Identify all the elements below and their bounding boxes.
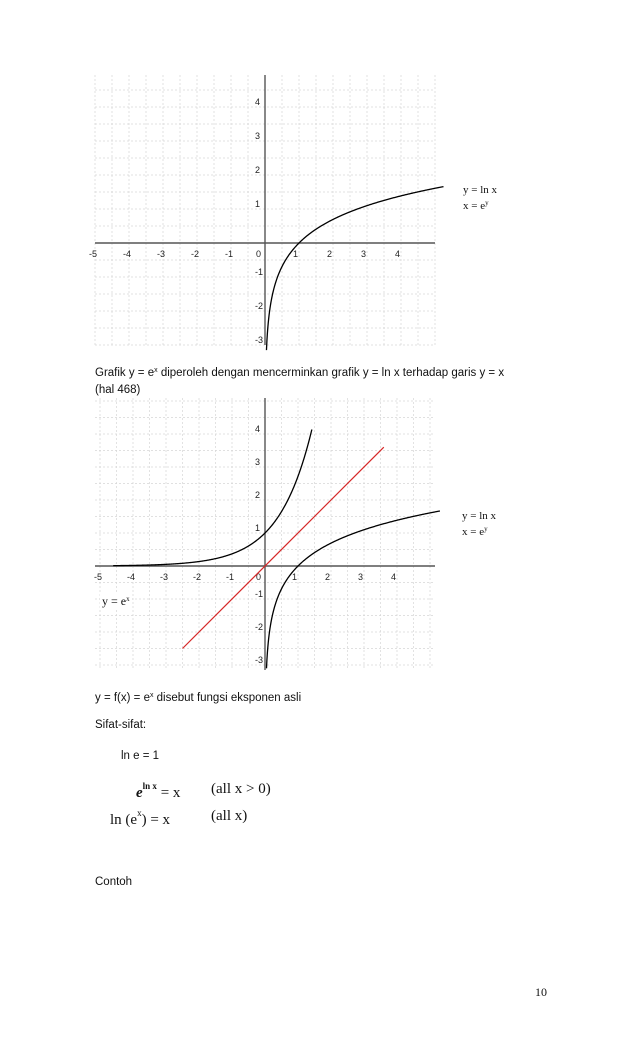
x-tick-label: 2 <box>327 249 333 259</box>
reflection-line1: Grafik $y = e^x$ diperoleh dengan mencerminkan grafik y = ln x terhadap garis y = x <box>95 367 505 379</box>
y-tick-label: 4 <box>255 424 261 434</box>
exp-curve <box>113 429 312 565</box>
property-ln-e: ln e = 1 <box>121 750 160 762</box>
x-tick-label: -5 <box>94 572 103 582</box>
x-tick-label: -3 <box>157 249 166 259</box>
y-tick-label: 1 <box>255 199 261 209</box>
ln-curve <box>266 187 443 350</box>
x-tick-label: 3 <box>361 249 367 259</box>
y-tick-labels <box>255 97 263 345</box>
x-tick-label: -4 <box>127 572 136 582</box>
property-eq2-condition: (all x) <box>211 808 248 824</box>
ln-label-line1: y = ln x <box>463 184 498 196</box>
y-tick-label: -2 <box>255 301 264 311</box>
reflection-graph <box>95 398 435 670</box>
y-tick-label: -1 <box>255 267 264 277</box>
ln-label-line1: y = ln x <box>462 510 497 522</box>
axes <box>95 398 435 670</box>
y-tick-label: 1 <box>255 523 261 533</box>
property-eq2: $\ln (e^x) = x$ <box>110 808 171 828</box>
property-eq1-condition: (all x > 0) <box>211 781 271 797</box>
x-tick-label: -5 <box>89 249 98 259</box>
reflection-line2: (hal 468) <box>95 384 141 396</box>
identity-line <box>183 447 384 648</box>
definition: $y = f(x) = e^x$ disebut fungsi eksponen asli <box>95 692 302 704</box>
y-tick-label: -3 <box>255 335 264 345</box>
x-tick-label: -3 <box>160 572 169 582</box>
example-heading: Contoh <box>95 876 133 888</box>
x-tick-label: 0 <box>256 249 262 259</box>
x-tick-label: 1 <box>292 572 298 582</box>
y-tick-label: 2 <box>255 490 261 500</box>
property-eq1: $e^{ln x} = x$ <box>136 781 181 801</box>
x-tick-label: 4 <box>395 249 401 259</box>
ln-label-line2: $x = e^y$ <box>462 525 488 538</box>
x-tick-label: -1 <box>226 572 235 582</box>
x-tick-labels <box>94 572 396 582</box>
x-tick-label: 4 <box>391 572 397 582</box>
x-tick-label: -2 <box>191 249 200 259</box>
y-tick-label: 2 <box>255 165 261 175</box>
x-tick-label: -2 <box>193 572 202 582</box>
y-tick-label: 4 <box>255 97 261 107</box>
ln-graph <box>89 75 435 345</box>
exp-label: $y = e^x$ <box>102 594 130 608</box>
graph2-ln-label <box>462 510 496 539</box>
y-tick-label: 3 <box>255 131 261 141</box>
x-tick-label: -1 <box>225 249 234 259</box>
x-tick-label: -4 <box>123 249 132 259</box>
y-tick-label: 3 <box>255 457 261 467</box>
properties-heading: Sifat-sifat: <box>95 719 147 731</box>
graph1-label <box>463 184 497 213</box>
x-tick-label: 3 <box>358 572 364 582</box>
x-tick-label: 0 <box>256 572 262 582</box>
x-tick-label: 1 <box>293 249 299 259</box>
reflection-paragraph <box>95 362 504 399</box>
y-tick-label: -3 <box>255 655 264 665</box>
page-number: 10 <box>535 985 547 999</box>
ln-label-line2: $x = e^y$ <box>463 199 489 212</box>
x-tick-labels <box>89 249 400 259</box>
y-tick-label: -1 <box>255 589 264 599</box>
y-tick-labels <box>255 424 263 665</box>
y-tick-label: -2 <box>255 622 264 632</box>
x-tick-label: 2 <box>325 572 331 582</box>
ln-curve <box>266 511 439 668</box>
